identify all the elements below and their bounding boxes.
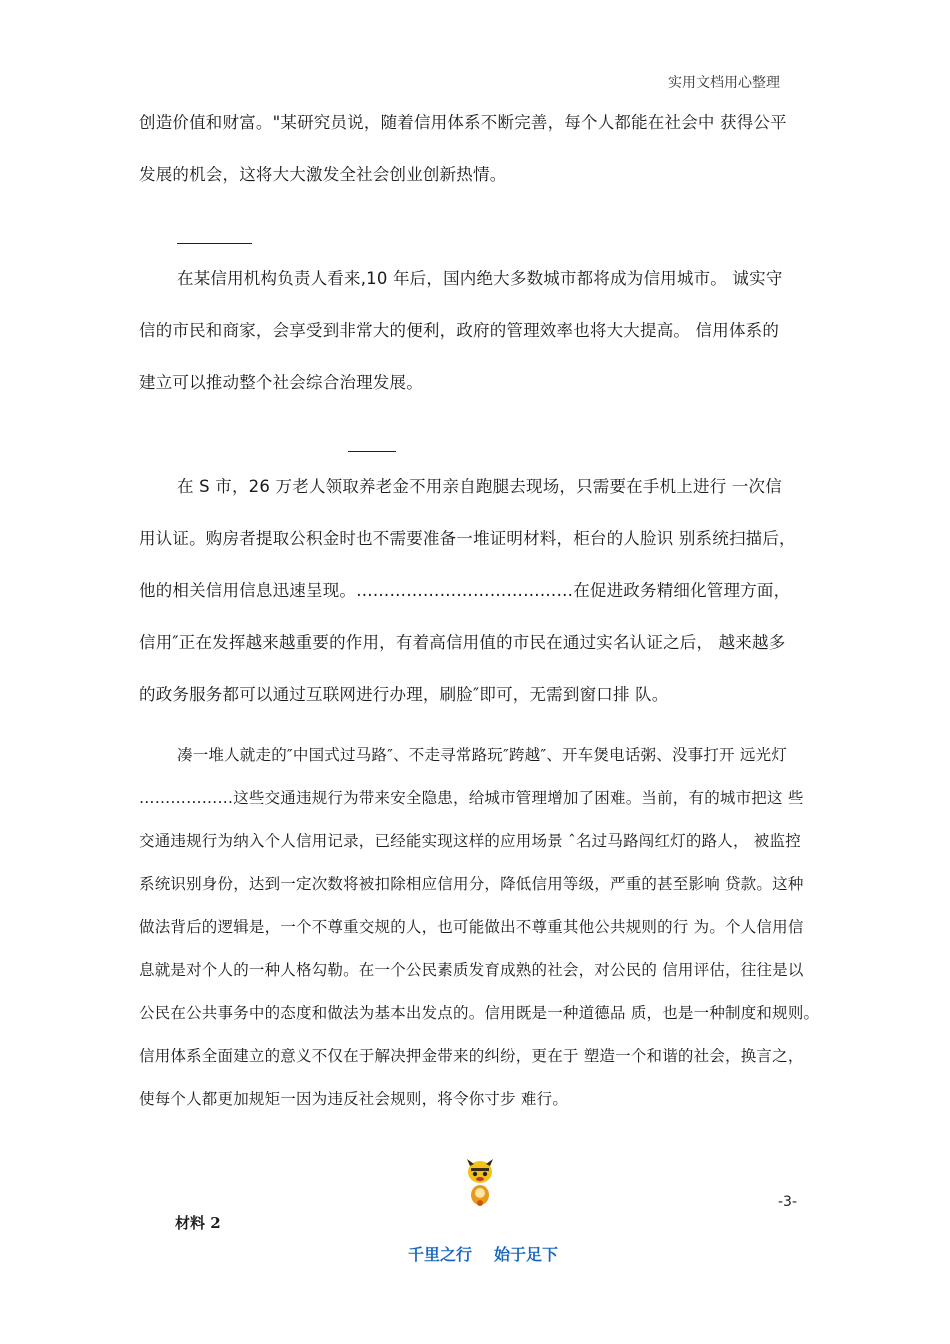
mascot-icon (462, 1158, 498, 1208)
text-line: 的政务服务都可以通过互联网进行办理，刷脸″即可，无需到窗口排 队。 (139, 685, 669, 704)
text-line: 他的相关信用信息迅速呈现。…………………………………在促进政务精细化管理方面， (139, 581, 791, 600)
text-line: 系统识别身份，达到一定次数将被扣除相应信用分，降低信用等级，严重的甚至影响 贷款。这种 (139, 875, 804, 893)
text-line: 建立可以推动整个社会综合治理发展。 (139, 373, 423, 392)
text-line: 创造价值和财富。"某研究员说，随着信用体系不断完善，每个人都能在社会中 获得公平 (139, 113, 787, 132)
material-label: 材料 2 (175, 1214, 221, 1232)
text-line: 用认证。购房者提取公积金时也不需要准备一堆证明材料，柜台的人脸识 别系统扫描后， (139, 529, 796, 548)
footer-motto (408, 1242, 580, 1265)
text-line: 在 S 市，26 万老人领取养老金不用亲自跑腿去现场，只需要在手机上进行 一次信 (177, 477, 782, 496)
text-line: 公民在公共事务中的态度和做法为基本出发点的。信用既是一种道德品 质，也是一种制度和规则。 (139, 1004, 820, 1022)
text-line: ………………这些交通违规行为带来安全隐患，给城市管理增加了困难。当前，有的城市把这 些 (139, 789, 804, 807)
motto-right: 始于足下 (494, 1245, 559, 1264)
paragraph-2 (139, 264, 839, 420)
text-line: 息就是对个人的一种人格勾勒。在一个公民素质发育成熟的社会，对公民的 信用评估，往往是以 (139, 961, 804, 979)
text-line: 使每个人都更加规矩一因为违反社会规则，将令你寸步 难行。 (139, 1090, 569, 1108)
section-divider (348, 451, 396, 452)
text-line: 信的市民和商家，会享受到非常大的便利，政府的管理效率也将大大提高。 信用体系的 (139, 321, 780, 340)
text-line: 信用体系全面建立的意义不仅在于解决押金带来的纠纷，更在于 塑造一个和谐的社会，换言之， (139, 1047, 804, 1065)
text-line: 凑一堆人就走的″中国式过马路″、不走寻常路玩″跨越″、开车煲电话粥、没事打开 远光灯 (177, 746, 787, 764)
page-number: -3- (778, 1194, 798, 1210)
page-header: 实用文档用心整理 (668, 75, 780, 91)
motto-left: 千里之行 (408, 1245, 473, 1264)
paragraph-4 (139, 740, 839, 1127)
text-line: 发展的机会，这将大大激发全社会创业创新热情。 (139, 165, 507, 184)
section-divider (177, 243, 252, 244)
paragraph-1 (139, 108, 839, 212)
text-line: 交通违规行为纳入个人信用记录，已经能实现这样的应用场景 ˆ名过马路闯红灯的路人， 被监控 (139, 832, 801, 850)
text-line: 在某信用机构负责人看来,10 年后，国内绝大多数城市都将成为信用城市。 诚实守 (177, 269, 783, 288)
text-line: 做法背后的逻辑是，一个不尊重交规的人，也可能做出不尊重其他公共规则的行 为。个人信用信 (139, 918, 804, 936)
paragraph-3 (139, 472, 839, 732)
text-line: 信用″正在发挥越来越重要的作用，有着高信用值的市民在通过实名认证之后， 越来越多 (139, 633, 786, 652)
